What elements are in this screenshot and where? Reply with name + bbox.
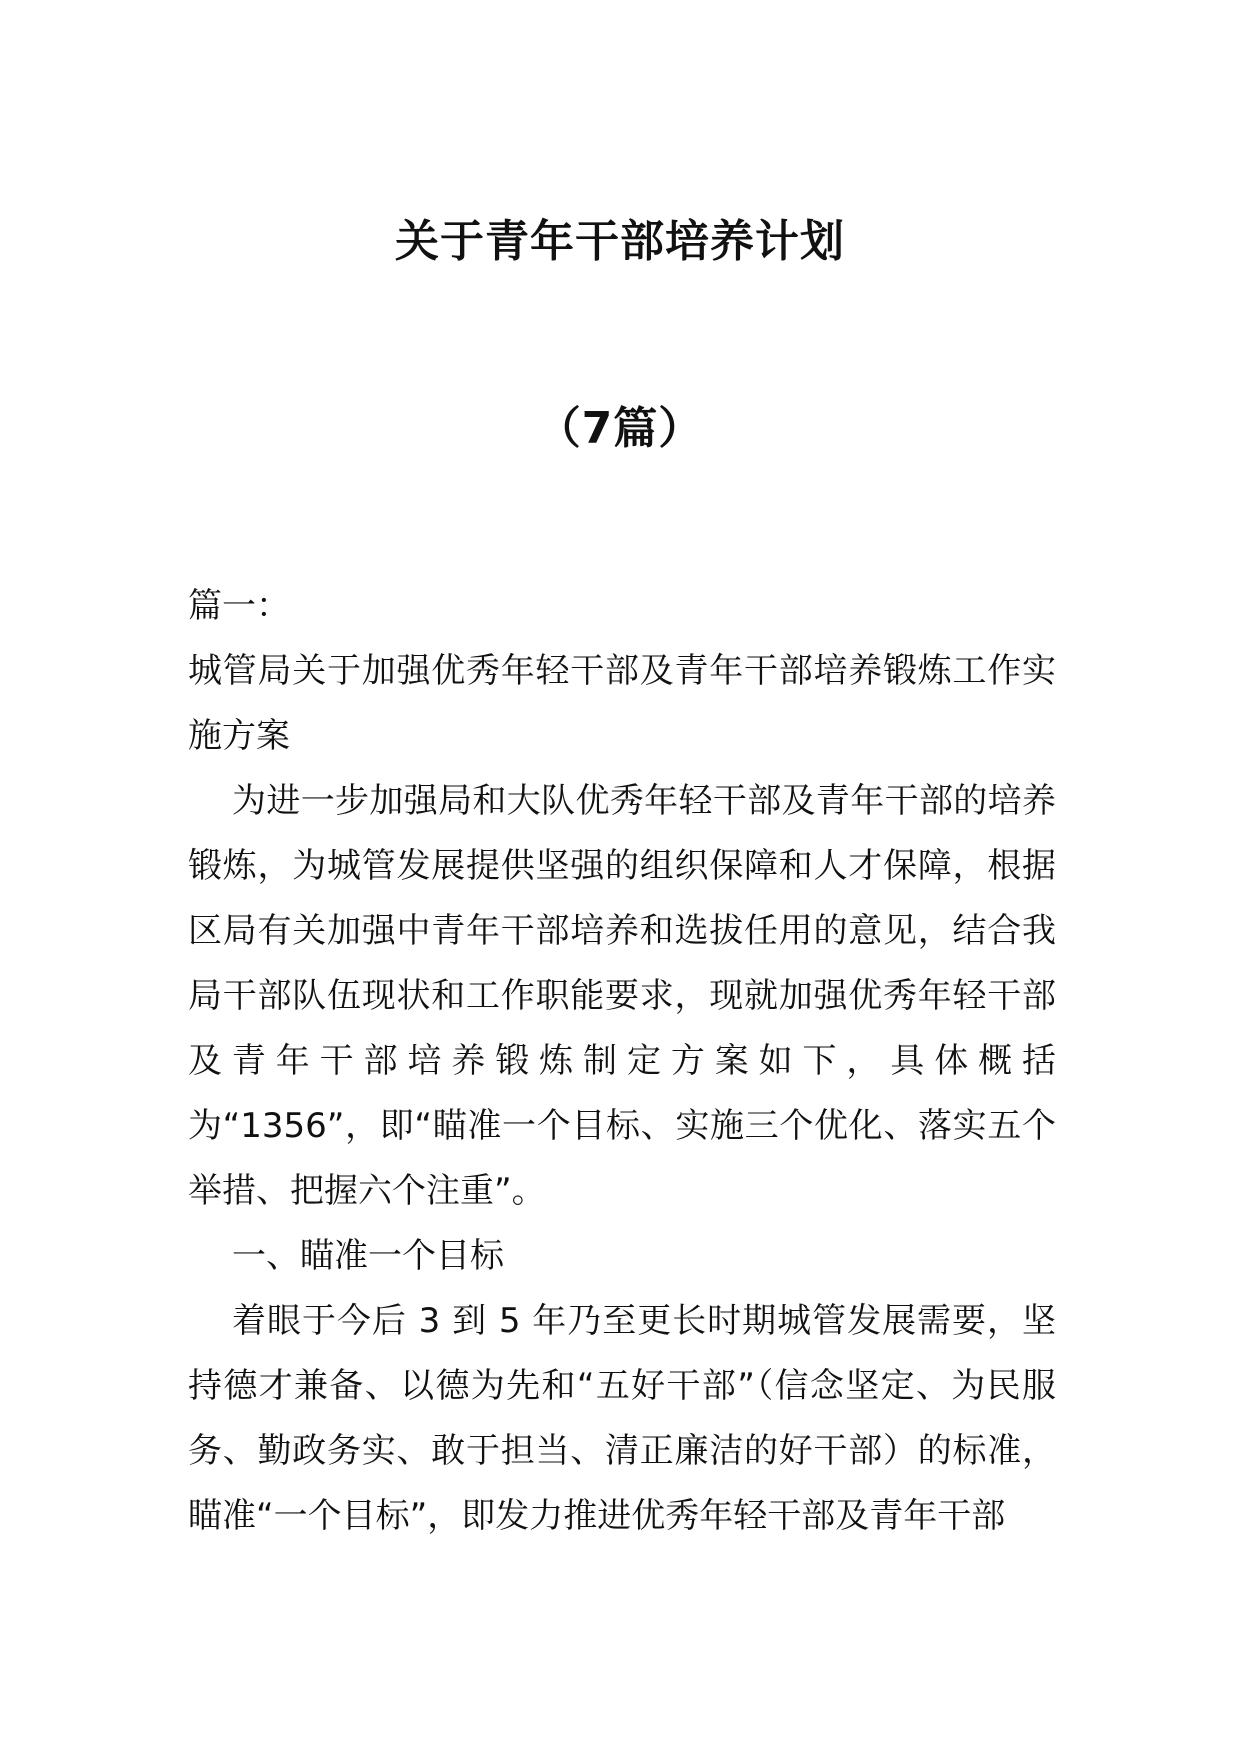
document-title: 关于青年干部培养计划 [395,216,845,267]
document-subtitle: （7篇） [536,403,704,454]
paragraph: 着眼于今后 3 到 5 年乃至更长时期城管发展需要，坚持德才兼备、以德为先和“五好干部”（信念坚定、为民服务、勤政务实、敢于担当、清正廉洁的好干部）的标准，瞄准“一个目标”，即发力推进优秀年轻干部及青年干部 [188,1301,1056,1536]
section-heading: 一、瞄准一个目标 [232,1236,504,1276]
paragraph: 为进一步加强局和大队优秀年轻干部及青年干部的培养锻炼，为城管发展提供坚强的组织保障和人才保障，根据区局有关加强中青年干部培养和选拔任用的意见，结合我局干部队伍现状和工作职能要求，现就加强优秀年轻干部及青年干部培养锻炼制定方案如下，具体概括为“1356”，即“瞄准一个目标、实施三个优化、落实五个举措、把握六个注重”。 [188,781,1056,1211]
document-body [188,574,1056,1549]
section-label: 篇一： [188,586,290,626]
section-title: 城管局关于加强优秀年轻干部及青年干部培养锻炼工作实施方案 [188,651,1056,756]
